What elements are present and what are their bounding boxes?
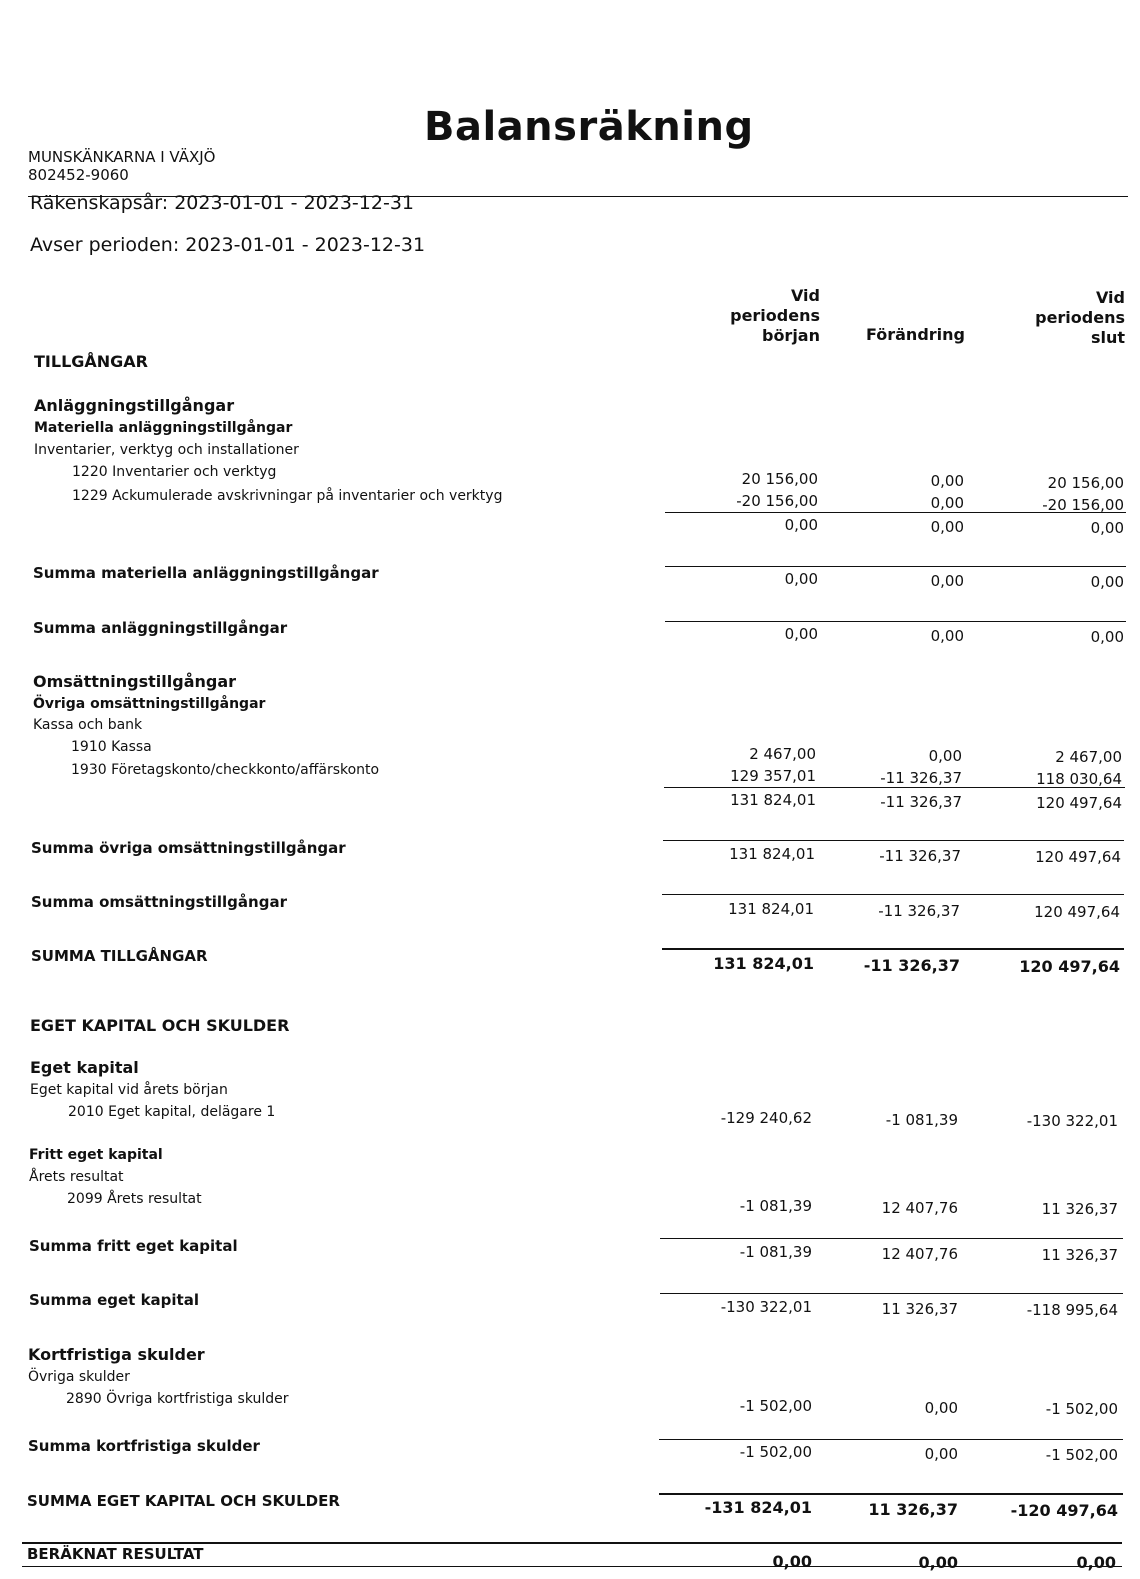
sum-start: 0,00: [784, 570, 818, 588]
sum-change: 0,00: [930, 572, 964, 590]
sum-rule: [662, 894, 1124, 895]
value-change: -1 081,39: [885, 1111, 958, 1129]
total-end: 120 497,64: [1019, 957, 1120, 976]
subtotal-end: 120 497,64: [1036, 794, 1122, 812]
column-header-change: Förändring: [865, 325, 965, 344]
value-start: -1 502,00: [739, 1397, 812, 1415]
value-start: -20 156,00: [736, 492, 818, 510]
sum-start: 131 824,01: [729, 845, 815, 863]
organization-name: MUNSKÄNKARNA I VÄXJÖ: [28, 148, 216, 166]
subtotal-start: 131 824,01: [730, 791, 816, 809]
reporting-period: Avser perioden: 2023-01-01 - 2023-12-31: [30, 234, 426, 256]
sum-change: -11 326,37: [879, 847, 961, 865]
total-start: -131 824,01: [704, 1498, 812, 1517]
section-heading-assets: TILLGÅNGAR: [34, 352, 148, 371]
category-label: Övriga skulder: [28, 1369, 130, 1385]
sum-start: 131 824,01: [728, 900, 814, 918]
sum-change: 0,00: [930, 627, 964, 645]
value-start: -1 081,39: [739, 1197, 812, 1215]
subtotal-end: 0,00: [1090, 519, 1124, 537]
calculated-result-label: BERÄKNAT RESULTAT: [27, 1545, 204, 1563]
total-start: 131 824,01: [713, 954, 814, 973]
value-change: 12 407,76: [881, 1199, 958, 1217]
subgroup-heading-other-current: Övriga omsättningstillgångar: [33, 696, 266, 712]
result-rule: [22, 1542, 1122, 1544]
value-change: -11 326,37: [880, 769, 962, 787]
sum-end: 0,00: [1090, 573, 1124, 591]
value-start: 129 357,01: [730, 767, 816, 785]
group-heading-fixed-assets: Anläggningstillgångar: [34, 396, 235, 415]
sum-label: Summa övriga omsättningstillgångar: [31, 839, 346, 857]
account-row-label: 1229 Ackumulerade avskrivningar på inventarier och verktyg: [72, 488, 503, 504]
total-label-equity-liabilities: SUMMA EGET KAPITAL OCH SKULDER: [27, 1492, 340, 1510]
column-header-end: Vid periodens slut: [1035, 288, 1125, 347]
calculated-result-change: 0,00: [918, 1553, 958, 1572]
sum-rule: [665, 621, 1126, 622]
value-change: 0,00: [930, 472, 964, 490]
sum-label: Summa eget kapital: [29, 1291, 199, 1309]
group-heading-short-term-liabilities: Kortfristiga skulder: [28, 1345, 205, 1364]
value-start: 20 156,00: [741, 470, 818, 488]
account-row-label: 2890 Övriga kortfristiga skulder: [66, 1391, 289, 1407]
sum-label: Summa anläggningstillgångar: [33, 619, 288, 637]
subtotal-change: -11 326,37: [880, 793, 962, 811]
calculated-result-end: 0,00: [1076, 1553, 1116, 1572]
sum-start: -1 502,00: [739, 1443, 812, 1461]
account-row-label: 1930 Företagskonto/checkkonto/affärskonto: [71, 762, 380, 778]
sum-change: 0,00: [924, 1445, 958, 1463]
sum-start: 0,00: [784, 625, 818, 643]
sum-end: -1 502,00: [1045, 1446, 1118, 1464]
sum-change: 12 407,76: [881, 1245, 958, 1263]
calculated-result-start: 0,00: [772, 1552, 812, 1571]
value-end: -130 322,01: [1026, 1112, 1118, 1130]
total-rule: [659, 1493, 1123, 1495]
total-change: 11 326,37: [868, 1500, 958, 1519]
subtotal-change: 0,00: [930, 518, 964, 536]
value-start: -129 240,62: [720, 1109, 812, 1127]
sum-end: 0,00: [1090, 628, 1124, 646]
subtotal-start: 0,00: [784, 516, 818, 534]
account-row-label: 2099 Årets resultat: [67, 1191, 202, 1207]
group-heading-equity: Eget kapital: [30, 1058, 139, 1077]
category-label: Kassa och bank: [33, 717, 143, 733]
subtotal-rule: [664, 787, 1125, 788]
section-heading-equity-liabilities: EGET KAPITAL OCH SKULDER: [30, 1016, 290, 1035]
sum-label: Summa materiella anläggningstillgångar: [33, 564, 379, 582]
organization-number: 802452-9060: [28, 166, 129, 184]
value-end: 20 156,00: [1047, 474, 1124, 492]
sum-start: -1 081,39: [739, 1243, 812, 1261]
column-header-start: Vid periodens början: [730, 286, 820, 345]
sum-change: 11 326,37: [881, 1300, 958, 1318]
value-end: 2 467,00: [1055, 748, 1122, 766]
account-row-label: 1910 Kassa: [71, 739, 152, 755]
value-end: -20 156,00: [1042, 496, 1124, 514]
sum-rule: [665, 566, 1126, 567]
sum-end: -118 995,64: [1026, 1301, 1118, 1319]
value-start: 2 467,00: [749, 745, 816, 763]
group-heading-current-assets: Omsättningstillgångar: [33, 672, 237, 691]
value-end: 118 030,64: [1036, 770, 1122, 788]
value-change: 0,00: [930, 494, 964, 512]
sum-end: 120 497,64: [1035, 848, 1121, 866]
total-label-assets: SUMMA TILLGÅNGAR: [31, 947, 208, 965]
sum-label: Summa omsättningstillgångar: [31, 893, 287, 911]
value-end: 11 326,37: [1041, 1200, 1118, 1218]
sum-rule: [659, 1439, 1123, 1440]
subgroup-heading-free-equity: Fritt eget kapital: [29, 1147, 163, 1163]
total-end: -120 497,64: [1010, 1501, 1118, 1520]
total-change: -11 326,37: [863, 956, 960, 975]
total-rule: [662, 948, 1124, 950]
sum-change: -11 326,37: [878, 902, 960, 920]
value-change: 0,00: [928, 747, 962, 765]
category-label: Eget kapital vid årets början: [30, 1082, 228, 1098]
value-end: -1 502,00: [1045, 1400, 1118, 1418]
fiscal-year: Räkenskapsår: 2023-01-01 - 2023-12-31: [30, 192, 414, 214]
subtotal-rule: [665, 512, 1126, 513]
subgroup-heading-tangible: Materiella anläggningstillgångar: [34, 420, 293, 436]
sum-end: 11 326,37: [1041, 1246, 1118, 1264]
account-row-label: 1220 Inventarier och verktyg: [72, 464, 277, 480]
bottom-rule: [22, 1566, 1122, 1567]
value-change: 0,00: [924, 1399, 958, 1417]
sum-rule: [663, 840, 1124, 841]
sum-label: Summa fritt eget kapital: [29, 1237, 238, 1255]
category-label: Årets resultat: [29, 1169, 124, 1185]
account-row-label: 2010 Eget kapital, delägare 1: [68, 1104, 276, 1120]
sum-rule: [660, 1238, 1123, 1239]
sum-rule: [660, 1293, 1123, 1294]
sum-start: -130 322,01: [720, 1298, 812, 1316]
category-label: Inventarier, verktyg och installationer: [34, 442, 299, 458]
sum-end: 120 497,64: [1034, 903, 1120, 921]
page-title: Balansräkning: [424, 104, 754, 150]
sum-label: Summa kortfristiga skulder: [28, 1437, 260, 1455]
